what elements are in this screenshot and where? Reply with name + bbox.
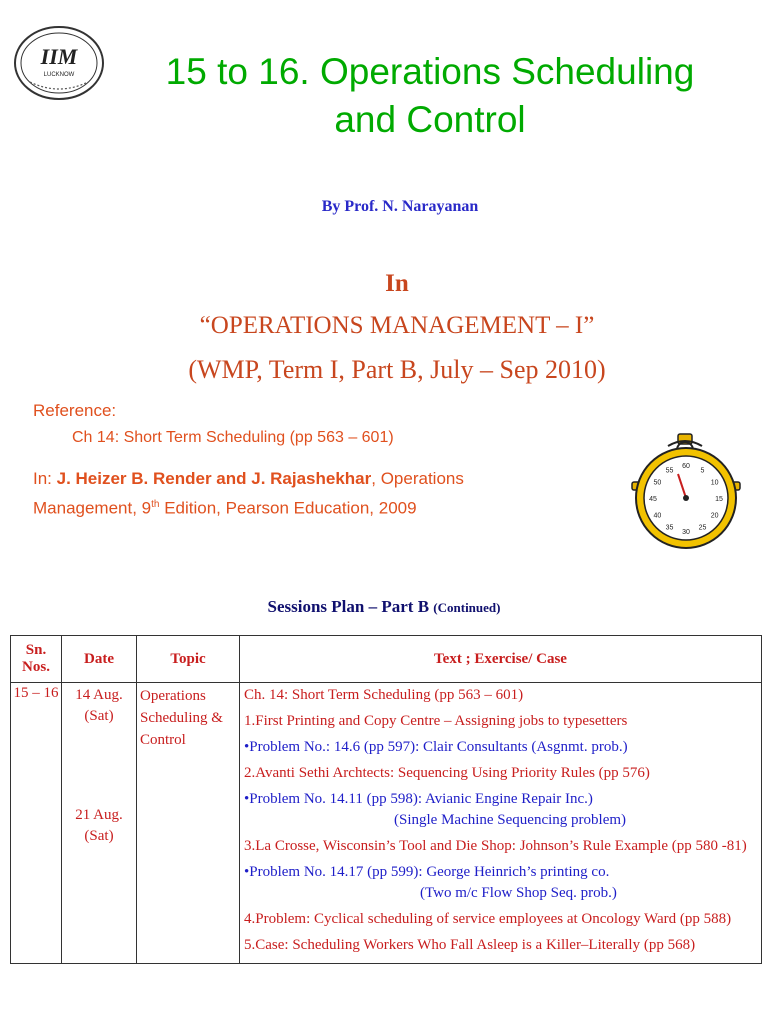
sessions-title (0, 597, 768, 617)
header-date: Date (62, 636, 137, 683)
reference-book-line2: Management, 9 (33, 498, 152, 518)
dial-number: 30 (682, 529, 690, 536)
text-line: •Problem No. 14.17 (pp 599): George Heinrich’s printing co. (244, 864, 610, 880)
reference-book-rest1: , Operations (371, 469, 464, 488)
dial-number: 10 (710, 479, 719, 487)
page-title (110, 48, 750, 144)
sessions-table (10, 635, 762, 964)
iim-lucknow-logo (12, 24, 106, 102)
text-line: Ch. 14: Short Term Scheduling (pp 563 – 601) (244, 687, 524, 703)
dial-number: 55 (665, 467, 674, 475)
date-2: 21 Aug. (Sat) (75, 807, 123, 844)
sn-value: 15 – 16 (13, 685, 59, 701)
dial-number: 50 (653, 479, 662, 487)
text-line: •Problem No.: 14.6 (pp 597): Clair Consultants (Asgnmt. prob.) (244, 739, 628, 755)
reference-in-prefix: In: (33, 469, 57, 488)
cell-sn (11, 683, 62, 964)
cell-topic: Operations Scheduling & Control (137, 683, 240, 964)
stopwatch-icon (628, 432, 744, 552)
cell-text (240, 683, 762, 964)
reference-book-rest2: Edition, Pearson Education, 2009 (159, 498, 417, 518)
reference-authors: J. Heizer B. Render and J. Rajashekhar (56, 469, 372, 488)
logo-subtext: LUCKNOW (43, 72, 75, 78)
dial-number: 40 (653, 512, 662, 520)
in-label: In (385, 270, 409, 297)
header-sn: Sn. Nos. (11, 636, 62, 683)
header-text: Text ; Exercise/ Case (240, 636, 762, 683)
header-topic: Topic (137, 636, 240, 683)
sessions-title-text: Sessions Plan – Part B (267, 597, 434, 616)
text-line: •Problem No. 14.11 (pp 598): Avianic Engine Repair Inc.) (244, 791, 593, 807)
logo-text: IIM (40, 44, 78, 69)
text-line: 5.Case: Scheduling Workers Who Fall Asleep is a Killer–Literally (pp 568) (244, 937, 696, 953)
text-line: (Two m/c Flow Shop Seq. prob.) (420, 885, 617, 901)
text-line: 3.La Crosse, Wisconsin’s Tool and Die Shop: Johnson’s Rule Example (pp 580 -81) (244, 838, 747, 854)
dial-number: 20 (710, 512, 719, 520)
dial-number: 60 (682, 463, 690, 470)
dial-number: 5 (700, 467, 705, 475)
reference-book (33, 466, 533, 522)
title-line-2: and Control (334, 99, 526, 140)
reference-chapter: Ch 14: Short Term Scheduling (pp 563 – 601) (72, 429, 394, 446)
dial-number: 45 (649, 496, 657, 503)
table-row (11, 683, 762, 964)
table-header-row (11, 636, 762, 683)
sessions-note: (Continued) (433, 600, 501, 615)
text-line: 4.Problem: Cyclical scheduling of service employees at Oncology Ward (pp 588) (244, 911, 732, 927)
reference-sup: th (151, 499, 160, 510)
dial-number: 15 (715, 496, 723, 503)
text-line: 1.First Printing and Copy Centre – Assigning jobs to typesetters (244, 713, 628, 729)
reference-label: Reference: (33, 401, 117, 420)
dial-number: 35 (665, 524, 674, 532)
author: By Prof. N. Narayanan (321, 198, 479, 215)
course-term: (WMP, Term I, Part B, July – Sep 2010) (188, 355, 606, 384)
text-line: (Single Machine Sequencing problem) (394, 812, 627, 828)
cell-date (62, 683, 137, 964)
dial-number: 25 (698, 524, 707, 532)
text-line: 2.Avanti Sethi Archtects: Sequencing Using Priority Rules (pp 576) (244, 765, 650, 781)
title-line-1: 15 to 16. Operations Scheduling (165, 51, 695, 92)
course-title: “OPERATIONS MANAGEMENT – I” (199, 312, 595, 339)
date-1: 14 Aug. (Sat) (75, 687, 123, 724)
